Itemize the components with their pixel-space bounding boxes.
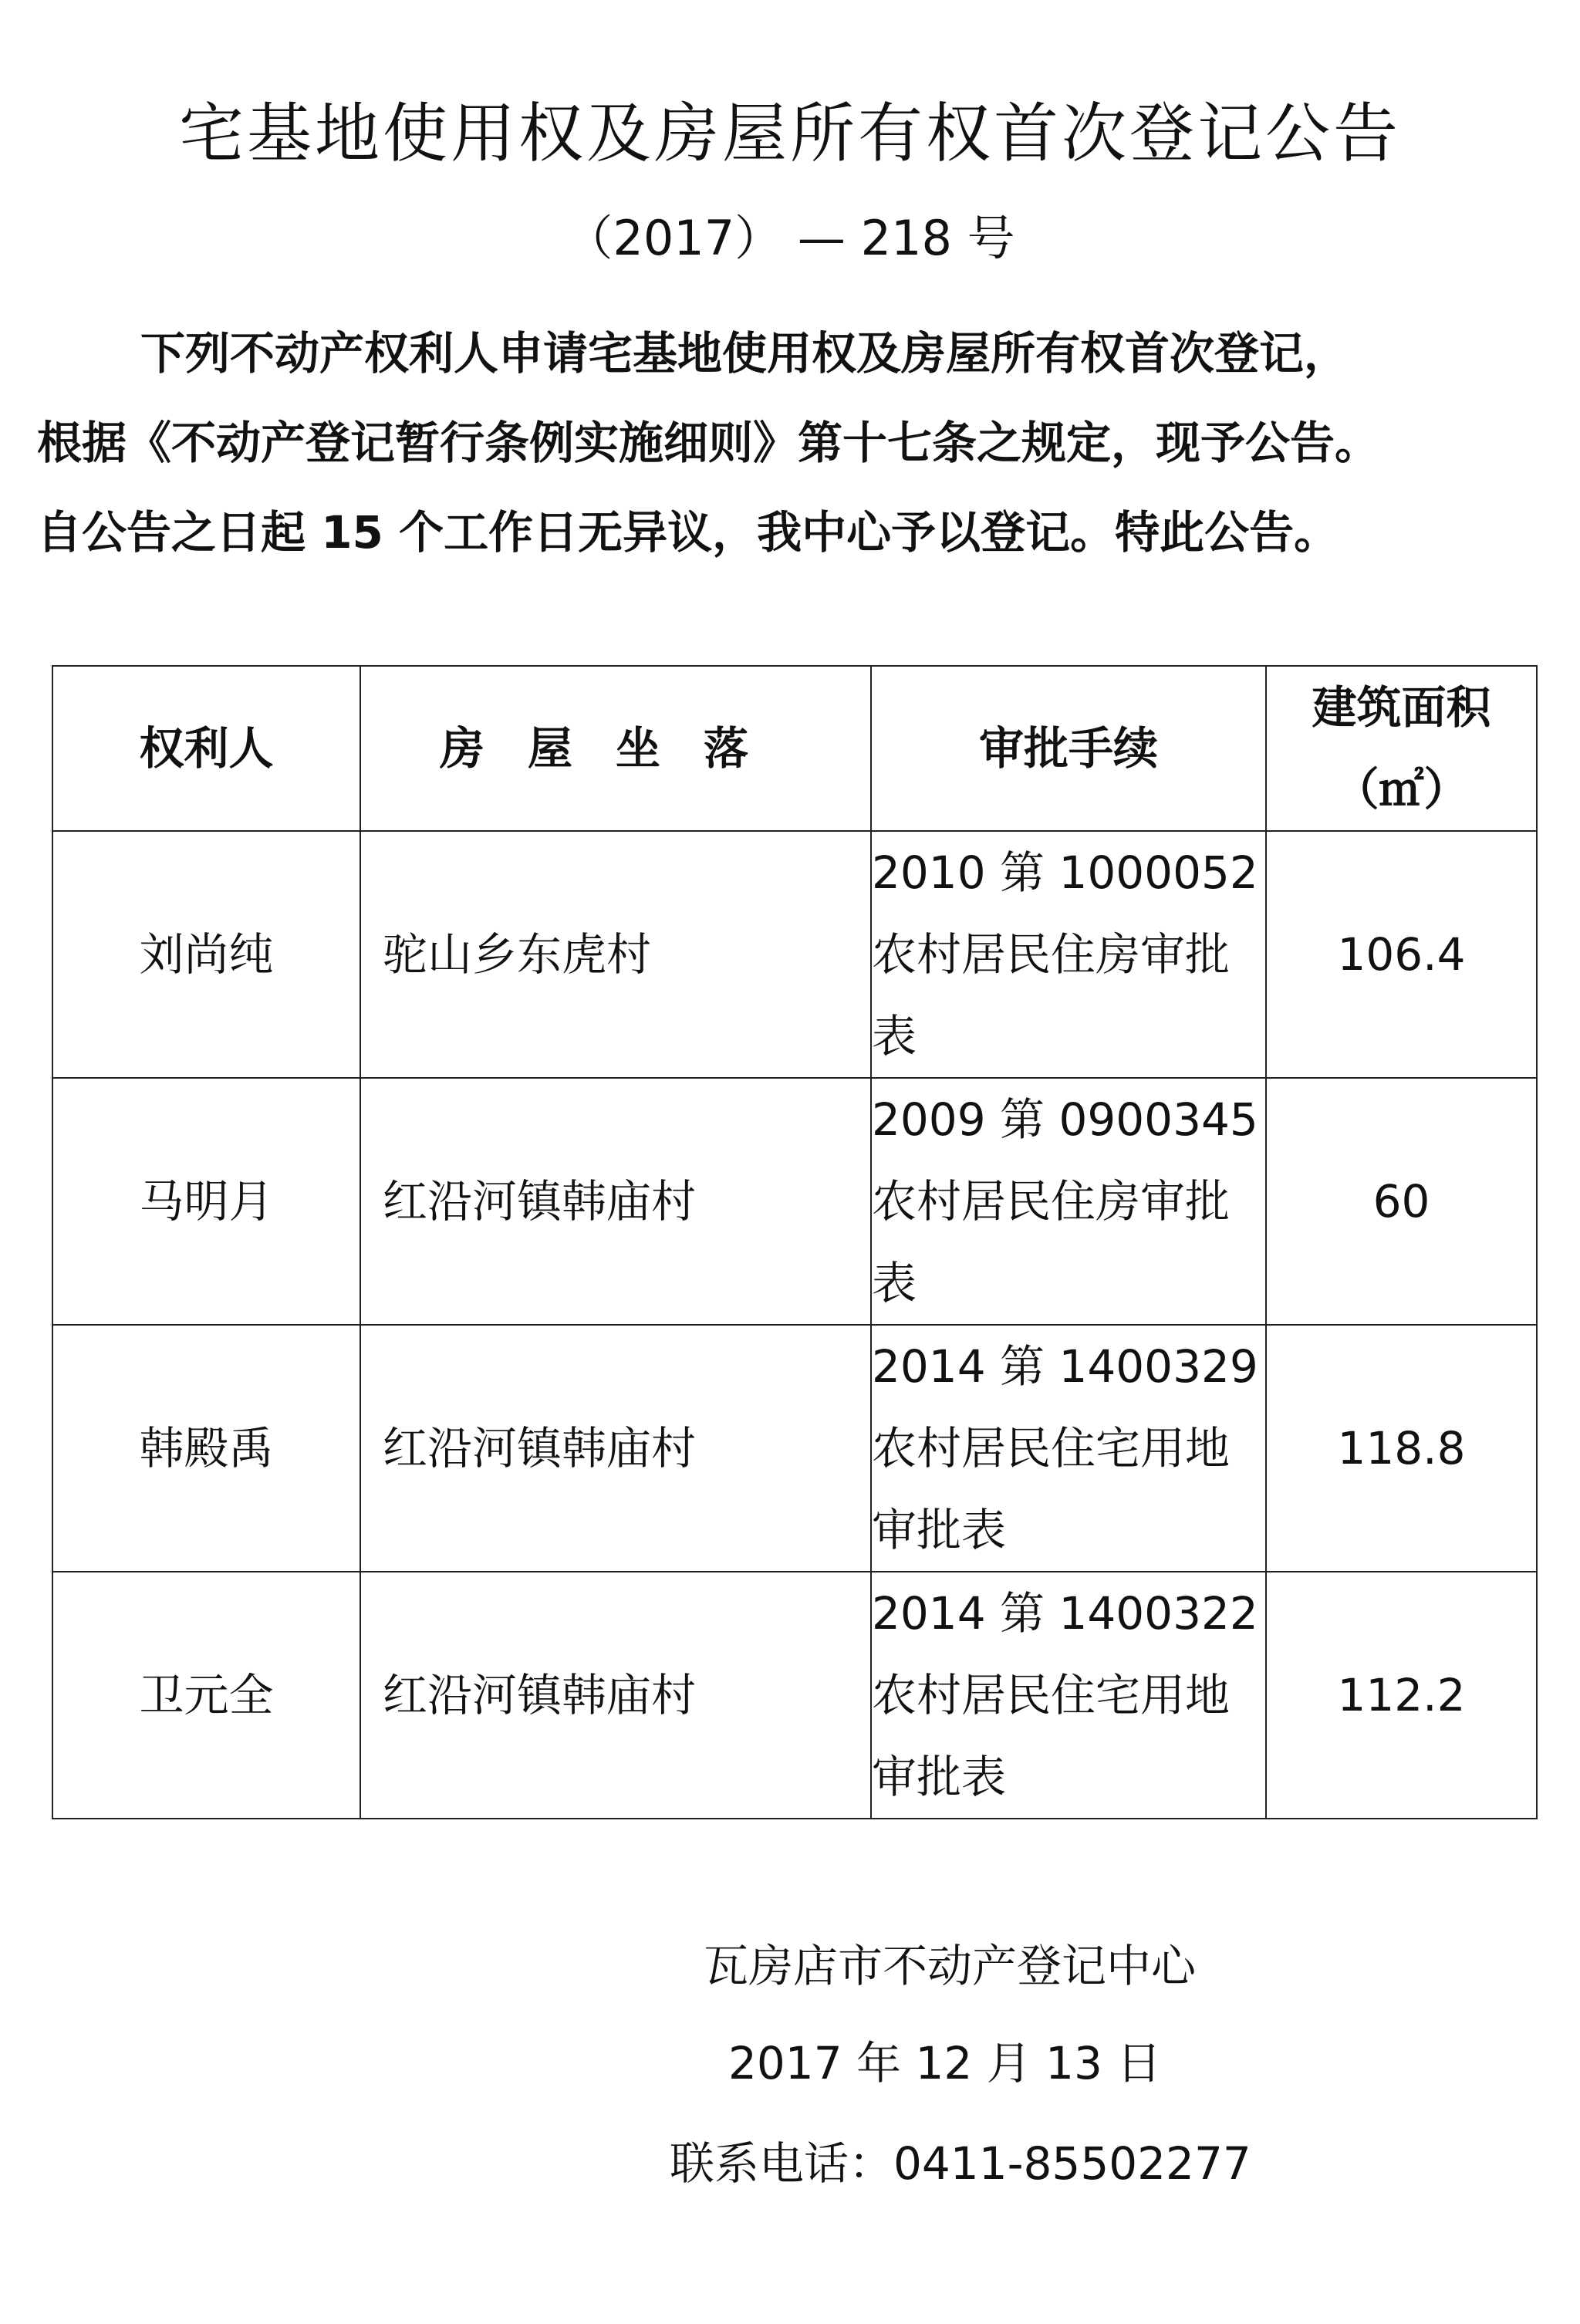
table-header-row	[52, 666, 1537, 831]
cell-approval-text: 2010 第 1000052 农村居民住房审批表	[872, 846, 1258, 1062]
header-location: 房屋坐落	[360, 666, 871, 831]
cell-approval	[871, 831, 1266, 1078]
registration-table	[52, 665, 1538, 1819]
cell-area: 112.2	[1266, 1572, 1537, 1819]
notice-body-line-1: 下列不动产权利人申请宅基地使用权及房屋所有权首次登记，	[140, 327, 1349, 380]
cell-owner: 马明月	[52, 1078, 360, 1325]
notice-title: 宅基地使用权及房屋所有权首次登记公告	[178, 96, 1401, 171]
header-area-unit: （㎡）	[1334, 763, 1469, 816]
issuing-organization: 瓦房店市不动产登记中心	[704, 1940, 1197, 1992]
cell-approval-text: 2014 第 1400322 农村居民住宅用地审批表	[872, 1587, 1258, 1803]
cell-location-text: 红沿河镇韩庙村	[383, 1175, 697, 1228]
cell-owner: 韩殿禹	[52, 1325, 360, 1572]
cell-location	[360, 1078, 871, 1325]
document-number: （2017） — 218 号	[565, 210, 1015, 266]
cell-area: 118.8	[1266, 1325, 1537, 1572]
header-owner: 权利人	[52, 666, 360, 831]
cell-area: 106.4	[1266, 831, 1537, 1078]
cell-location-text: 红沿河镇韩庙村	[383, 1669, 697, 1721]
cell-area: 60	[1266, 1078, 1537, 1325]
table-row	[52, 1325, 1537, 1572]
cell-location-text: 驼山乡东虎村	[383, 928, 652, 981]
table-row	[52, 1572, 1537, 1819]
header-approval: 审批手续	[871, 666, 1266, 831]
contact-phone: 联系电话：0411-85502277	[670, 2137, 1251, 2190]
cell-location	[360, 1325, 871, 1572]
notice-body	[37, 309, 1549, 577]
notice-body-line-3: 自公告之日起 15 个工作日无异议，我中心予以登记。特此公告。	[37, 506, 1339, 559]
cell-owner: 刘尚纯	[52, 831, 360, 1078]
header-area	[1266, 666, 1537, 831]
header-area-label: 建筑面积	[1312, 681, 1491, 734]
cell-approval	[871, 1325, 1266, 1572]
cell-approval	[871, 1572, 1266, 1819]
table-row	[52, 1078, 1537, 1325]
cell-approval	[871, 1078, 1266, 1325]
issue-date: 2017 年 12 月 13 日	[728, 2037, 1162, 2089]
cell-location	[360, 831, 871, 1078]
table-row	[52, 831, 1537, 1078]
cell-owner: 卫元全	[52, 1572, 360, 1819]
cell-approval-text: 2014 第 1400329 农村居民住宅用地审批表	[872, 1340, 1258, 1556]
notice-body-line-2: 根据《不动产登记暂行条例实施细则》第十七条之规定，现予公告。	[37, 417, 1380, 469]
cell-approval-text: 2009 第 0900345 农村居民住房审批表	[872, 1093, 1258, 1309]
cell-location-text: 红沿河镇韩庙村	[383, 1422, 697, 1474]
cell-location	[360, 1572, 871, 1819]
